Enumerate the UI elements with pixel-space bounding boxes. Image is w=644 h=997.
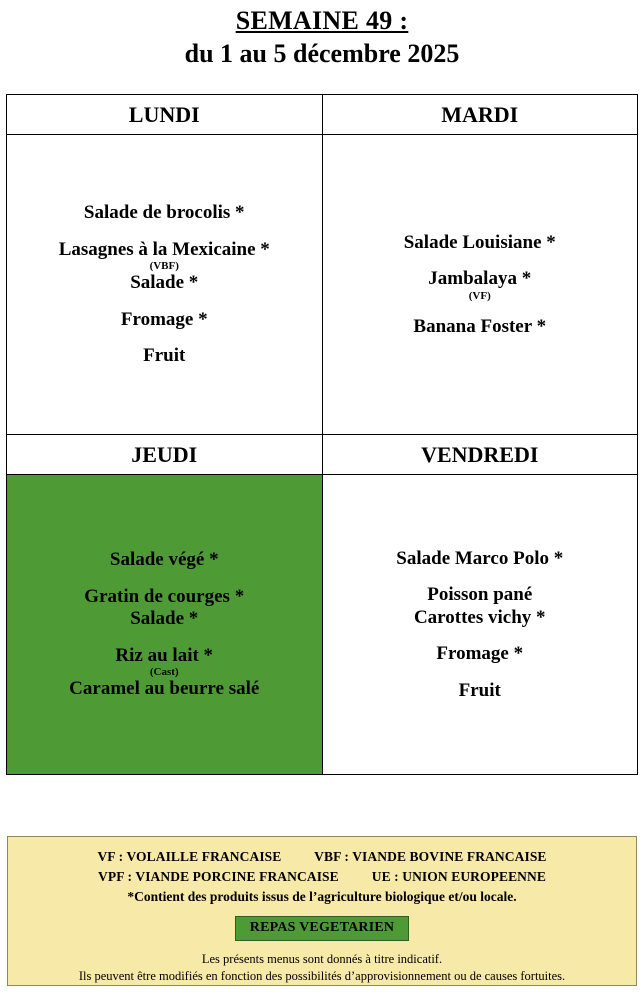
weekly-menu-table [6,94,638,775]
table-row-headers-top [7,95,638,135]
dish-item [7,586,322,631]
legend-vpf: VPF : VIANDE PORCINE FRANCAISE [98,868,339,884]
day-cell-vendredi [322,475,638,775]
dish-label: Banana Foster * [413,315,547,337]
dish-item [7,645,322,701]
dish-item [7,202,322,224]
dish-origin-note: (Cast) [149,665,179,678]
fineprint-line-1: Les présents menus sont donnés à titre indicatif. [201,951,443,966]
dish-item [323,268,638,302]
day-header-mardi: MARDI [322,95,638,135]
legend-organic-note: *Contient des produits issus de l’agriculture biologique et/ou locale. [127,889,517,905]
legend-vbf: VBF : VIANDE BOVINE FRANCAISE [314,849,547,864]
page-header [0,0,644,70]
week-title: SEMAINE 49 : [235,6,409,35]
dish-label: Fromage * [436,643,524,665]
table-row-menus-top [7,135,638,435]
dish-item [323,316,638,338]
dish-label: Jambalaya * [428,268,532,290]
day-header-jeudi: JEUDI [7,435,323,475]
day-cell-mardi [322,135,638,435]
legend-line-1 [8,847,636,867]
dish-label: Fruit [143,345,186,367]
dish-item [323,232,638,254]
dish-item [7,309,322,331]
legend-fineprint [8,951,636,985]
day-cell-lundi [7,135,323,435]
dish-label: Riz au lait * [115,644,214,666]
dish-item [7,345,322,367]
day-header-vendredi: VENDREDI [322,435,638,475]
dish-origin-note: (VF) [468,289,491,302]
legend-line-2 [8,867,636,887]
dish-label: Fromage * [120,308,208,330]
legend-ue: UE : UNION EUROPEENNE [371,868,546,884]
dish-origin-note: (VBF) [149,260,179,273]
dish-item [323,548,638,570]
dish-label: Salade Marco Polo * [396,547,564,569]
dish-side-label: Caramel au beurre salé [69,678,260,700]
dish-label: Lasagnes à la Mexicaine * [58,238,270,260]
dish-label: Salade Louisiane * [403,231,556,253]
day-cell-jeudi [7,475,323,775]
table-row-headers-bottom [7,435,638,475]
dish-side-label: Salade * [130,272,199,294]
legend-box [7,836,637,986]
dish-item [323,584,638,629]
dish-item [323,643,638,665]
dish-label: Salade de brocolis * [83,202,245,224]
dish-label: Poisson pané [427,584,533,606]
dish-item [7,549,322,571]
table-row-menus-bottom [7,475,638,775]
dish-item [323,680,638,702]
fineprint-line-2: Ils peuvent être modifiés en fonction des possibilités d’approvisionnement ou de causes fortuites. [78,968,566,983]
vegetarian-badge: REPAS VEGETARIEN [235,916,409,941]
dish-label: Fruit [458,679,501,701]
dish-item [7,239,322,295]
dish-side-label: Salade * [130,608,199,630]
dish-label: Gratin de courges * [84,585,245,607]
legend-vf: VF : VOLAILLE FRANCAISE [97,849,282,864]
dish-side-label: Carottes vichy * [413,606,546,628]
dish-label: Salade végé * [109,549,219,571]
date-range: du 1 au 5 décembre 2025 [184,38,460,68]
day-header-lundi: LUNDI [7,95,323,135]
